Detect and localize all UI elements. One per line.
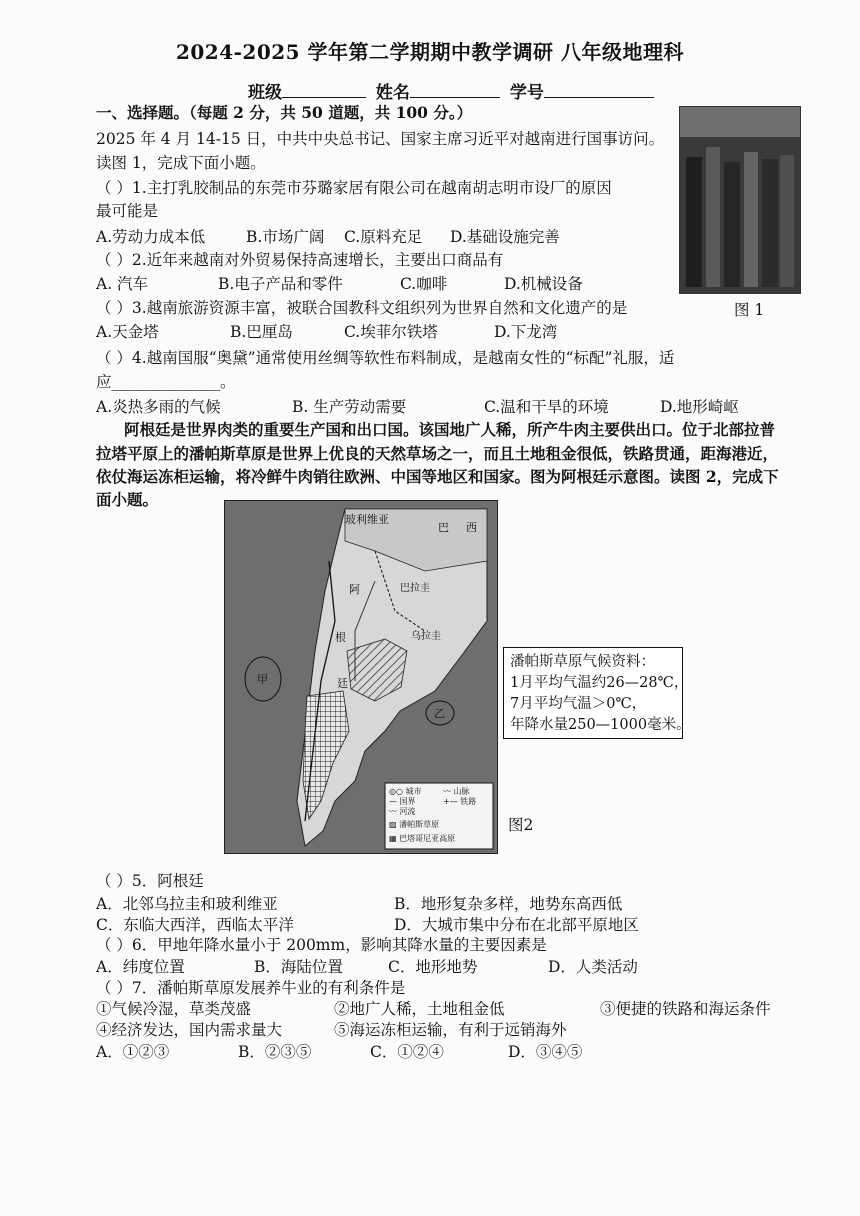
q3-option-c[interactable]: C.埃菲尔铁塔: [344, 323, 438, 341]
q5-stem: （ ）5．阿根廷: [96, 872, 204, 890]
q7-stem: （ ）7．潘帕斯草原发展养牛业的有利条件是: [96, 979, 406, 997]
q1-option-d[interactable]: D.基础设施完善: [450, 228, 560, 246]
map-label-yi: 乙: [434, 707, 445, 720]
climate-info-box: [503, 647, 691, 739]
legend-railway: +— 铁路: [443, 797, 477, 806]
q5-option-d[interactable]: D．大城市集中分布在北部平原地区: [394, 916, 639, 934]
q7-item-4: ④经济发达，国内需求量大: [96, 1021, 283, 1039]
q4-option-d[interactable]: D.地形崎岖: [660, 398, 739, 416]
q1-option-a[interactable]: A.劳动力成本低: [96, 228, 206, 246]
q5-option-b[interactable]: B．地形复杂多样，地势东高西低: [394, 895, 623, 913]
q7-item-2: ②地广人稀，土地租金低: [334, 1000, 505, 1018]
map-label-bolivia: 玻利维亚: [345, 513, 389, 526]
q4-option-c[interactable]: C.温和干旱的环境: [484, 398, 609, 416]
q2-option-b[interactable]: B.电子产品和零件: [218, 275, 343, 293]
climate-line2: 7月平均气温＞0℃，: [510, 696, 647, 712]
q7-item-3: ③便捷的铁路和海运条件: [600, 1000, 771, 1018]
q7-option-a[interactable]: A．①②③: [96, 1043, 170, 1061]
q7-option-b[interactable]: B．②③⑤: [238, 1043, 312, 1061]
climate-line3: 年降水量250—1000毫米。: [510, 717, 691, 733]
legend-river: 〰 河流: [389, 807, 416, 816]
legend-border: — 国界: [389, 797, 416, 806]
map-label-paraguay: 巴拉圭: [400, 583, 430, 594]
q2-option-c[interactable]: C.咖啡: [400, 275, 448, 293]
q7-item-5: ⑤海运冻柜运输，有利于远销海外: [334, 1021, 567, 1039]
q2-option-a[interactable]: A. 汽车: [96, 275, 149, 293]
q4-option-b[interactable]: B. 生产劳动需要: [292, 398, 407, 416]
figure2-label: 图2: [508, 816, 534, 834]
q6-stem: （ ）6．甲地年降水量小于 200mm，影响其降水量的主要因素是: [96, 936, 547, 954]
legend-pampas: ▨ 潘帕斯草原: [389, 820, 440, 829]
section-title: 一、选择题。（每题 2 分，共 50 道题，共 100 分。）: [96, 103, 473, 122]
q6-option-a[interactable]: A．纬度位置: [96, 958, 185, 976]
q3-option-a[interactable]: A.天金塔: [96, 323, 159, 341]
map-label-ar-2: 根: [335, 631, 346, 644]
map-label-ar-1: 阿: [349, 583, 360, 596]
map-label-ar-3: 廷: [337, 677, 348, 690]
legend-mountain: 〰 山脉: [443, 787, 470, 796]
intro2-line2: 拉塔平原上的潘帕斯草原是世界上优良的天然草场之一，而且土地租金很低，铁路贯通，距海港近，: [96, 444, 779, 463]
student-info-row: [248, 78, 654, 103]
id-blank[interactable]: [544, 83, 654, 98]
map-label-brazil-1: 巴: [438, 521, 449, 534]
figure1-photo: [679, 106, 801, 294]
intro2-line4: 面小题。: [96, 490, 159, 509]
q1-option-c[interactable]: C.原料充足: [344, 228, 423, 246]
q6-option-d[interactable]: D．人类活动: [548, 958, 638, 976]
name-label: 姓名: [375, 83, 410, 103]
map-label-uruguay: 乌拉圭: [411, 631, 441, 642]
figure1-label: 图 1: [734, 301, 765, 319]
climate-title: 潘帕斯草原气候资料：: [510, 654, 655, 670]
argentina-map: [224, 500, 498, 854]
exam-title: 2024-2025 学年第二学期期中教学调研 八年级地理科: [175, 40, 685, 64]
legend-patagonia: ▦ 巴塔哥尼亚高原: [389, 834, 456, 843]
q4-stem-cont: 应______________。: [96, 373, 236, 391]
map-label-brazil-2: 西: [466, 521, 477, 534]
q7-option-c[interactable]: C．①②④: [370, 1043, 444, 1061]
q2-stem: （ ）2.近年来越南对外贸易保持高速增长，主要出口商品有: [96, 251, 504, 269]
q7-item-1: ①气候冷湿，草类茂盛: [96, 1000, 252, 1018]
q3-option-b[interactable]: B.巴厘岛: [230, 323, 293, 341]
q7-option-d[interactable]: D．③④⑤: [508, 1043, 583, 1061]
intro2-line3: 依仗海运冻柜运输，将冷鲜牛肉销往欧洲、中国等地区和国家。图为阿根廷示意图。读图 2，完成下: [96, 467, 779, 486]
q6-option-c[interactable]: C．地形地势: [388, 958, 478, 976]
climate-line1: 1月平均气温约26—28℃，: [510, 675, 689, 691]
class-blank[interactable]: [282, 83, 366, 98]
q6-option-b[interactable]: B．海陆位置: [254, 958, 343, 976]
id-label: 学号: [509, 83, 544, 103]
intro1-line2: 读图 1，完成下面小题。: [96, 154, 266, 172]
intro2-line1: 阿根廷是世界肉类的重要生产国和出口国。该国地广人稀，所产牛肉主要供出口。位于北部拉普: [124, 420, 776, 439]
q1-stem-cont: 最可能是: [96, 202, 159, 220]
intro1-line1: 2025 年 4 月 14-15 日，中共中央总书记、国家主席习近平对越南进行国事访问。: [96, 130, 665, 148]
map-label-jia: 甲: [257, 673, 268, 686]
name-blank[interactable]: [410, 83, 500, 98]
q1-stem: （ ）1.主打乳胶制品的东莞市芬璐家居有限公司在越南胡志明市设厂的原因: [96, 179, 612, 197]
q3-stem: （ ）3.越南旅游资源丰富，被联合国教科文组织列为世界自然和文化遗产的是: [96, 299, 628, 317]
legend-city: ◎○ 城市: [389, 787, 422, 796]
q1-option-b[interactable]: B.市场广阔: [246, 228, 325, 246]
q4-stem: （ ）4.越南国服“奥黛”通常使用丝绸等软性布料制成，是越南女性的“标配”礼服，适: [96, 349, 675, 367]
q5-option-a[interactable]: A．北邻乌拉圭和玻利维亚: [96, 895, 278, 913]
q4-option-a[interactable]: A.炎热多雨的气候: [96, 398, 221, 416]
q5-option-c[interactable]: C．东临大西洋，西临太平洋: [96, 916, 294, 934]
q2-option-d[interactable]: D.机械设备: [504, 275, 583, 293]
q3-option-d[interactable]: D.下龙湾: [494, 323, 558, 341]
class-label: 班级: [248, 83, 282, 103]
